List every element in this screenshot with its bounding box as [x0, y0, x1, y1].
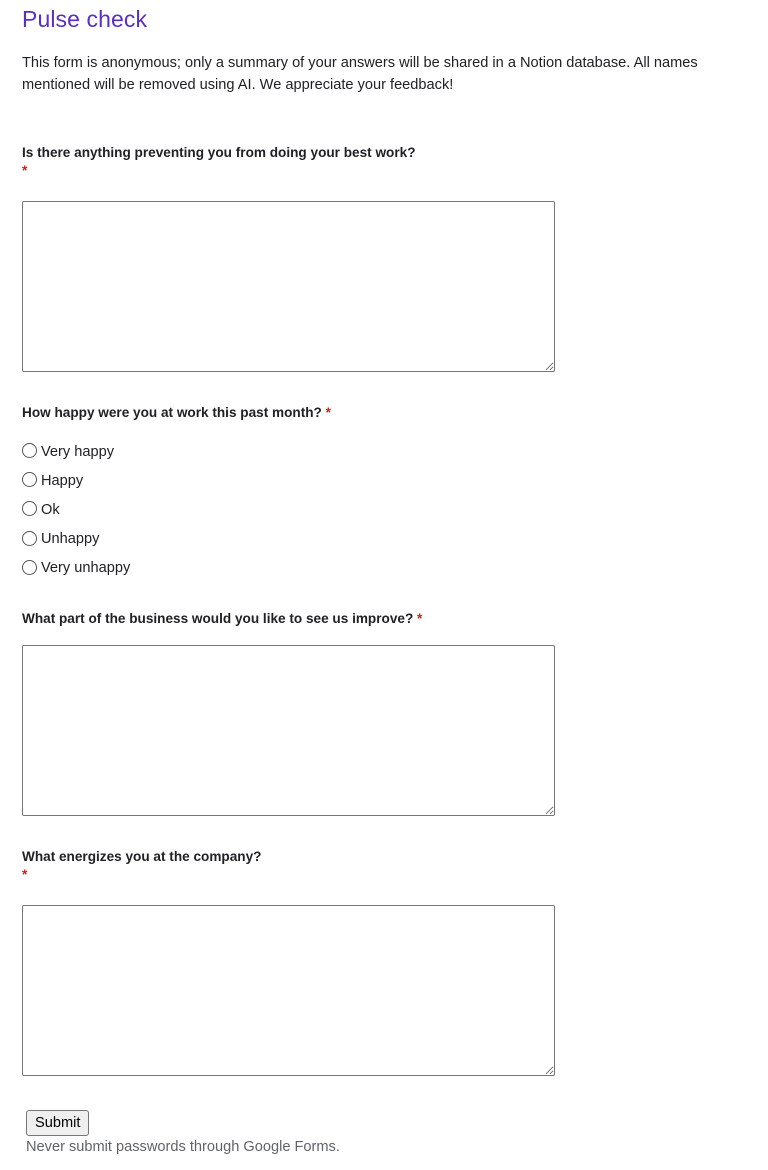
radio-option-label: Very happy [41, 443, 115, 460]
radio-button-icon[interactable] [22, 531, 37, 546]
question-2-text: How happy were you at work this past month? [22, 405, 322, 420]
question-3-answer-textarea[interactable] [22, 645, 555, 816]
radio-option-ok[interactable] [22, 495, 130, 524]
password-warning-note: Never submit passwords through Google Forms. [26, 1139, 340, 1155]
radio-option-label: Very unhappy [41, 560, 131, 577]
required-asterisk: * [22, 867, 28, 882]
question-1-label [22, 143, 416, 179]
question-4-text: What energizes you at the company? [22, 849, 262, 864]
radio-option-label: Unhappy [41, 531, 100, 548]
radio-option-label: Happy [41, 472, 84, 489]
radio-option-label: Ok [41, 501, 60, 518]
radio-option-very-happy[interactable] [22, 437, 130, 466]
required-asterisk: * [325, 405, 331, 420]
radio-button-icon[interactable] [22, 443, 37, 458]
question-1-answer-textarea[interactable] [22, 201, 555, 372]
required-asterisk: * [417, 611, 423, 626]
question-2-label [22, 403, 331, 423]
form-title: Pulse check [22, 6, 148, 32]
question-1-text: Is there anything preventing you from doing your best work? [22, 145, 416, 160]
question-4-label [22, 847, 261, 883]
question-3-label [22, 609, 422, 629]
radio-button-icon[interactable] [22, 560, 37, 575]
radio-button-icon[interactable] [22, 501, 37, 516]
form-description: This form is anonymous; only a summary of your answers will be shared in a Notion database. All names mentioned will be removed using AI. We appreciate your feedback! [22, 55, 698, 93]
question-3-text: What part of the business would you like to see us improve? [22, 611, 414, 626]
radio-option-unhappy[interactable] [22, 525, 130, 554]
question-4-answer-textarea[interactable] [22, 905, 555, 1076]
radio-option-very-unhappy[interactable] [22, 554, 130, 583]
happiness-radio-group [22, 437, 130, 583]
radio-button-icon[interactable] [22, 472, 37, 487]
required-asterisk: * [22, 163, 28, 178]
submit-button[interactable]: Submit [26, 1110, 89, 1136]
radio-option-happy[interactable] [22, 466, 130, 495]
